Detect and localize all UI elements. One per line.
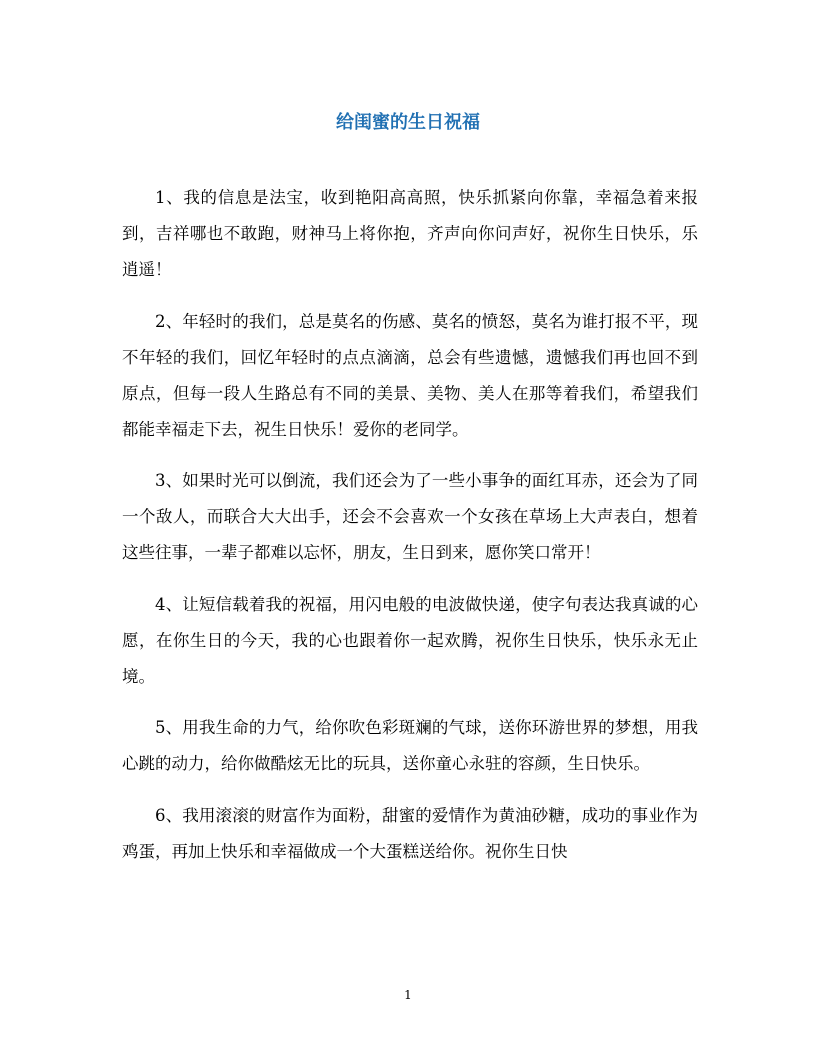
paragraph-6: 6、我用滚滚的财富作为面粉，甜蜜的爱情作为黄油砂糖，成功的事业作为鸡蛋，再加上快乐和幸福做成一个大蛋糕送给你。祝你生日快 [122,805,698,861]
paragraph-4: 4、让短信载着我的祝福，用闪电般的电波做快递，使字句表达我真诚的心愿，在你生日的今天，我的心也跟着你一起欢腾，祝你生日快乐，快乐永无止境。 [122,594,698,686]
paragraph-5: 5、用我生命的力气，给你吹色彩斑斓的气球，送你环游世界的梦想，用我心跳的动力，给你做酷炫无比的玩具，送你童心永驻的容颜，生日快乐。 [122,718,698,773]
document-title: 给闺蜜的生日祝福 [336,112,480,133]
paragraph-3: 3、如果时光可以倒流，我们还会为了一些小事争的面红耳赤，还会为了同一个敌人，而联合大大出手，还会不会喜欢一个女孩在草场上大声表白，想着这些往事，一辈子都难以忘怀，朋友，生日到来，愿你笑口常开！ [122,471,698,562]
document-body [122,180,698,885]
paragraph-1: 1、我的信息是法宝，收到艳阳高高照，快乐抓紧向你靠，幸福急着来报到，吉祥哪也不敢跑，财神马上将你抱，齐声向你问声好，祝你生日快乐，乐逍遥！ [122,188,698,279]
page-number: 1 [404,988,412,1002]
paragraph-2: 2、年轻时的我们，总是莫名的伤感、莫名的愤怒，莫名为谁打报不平，现不年轻的我们，回忆年轻时的点点滴滴，总会有些遗憾，遗憾我们再也回不到原点，但每一段人生路总有不同的美景、美物、美人在那等着我们，希望我们都能幸福走下去，祝生日快乐！爱你的老同学。 [122,311,698,439]
